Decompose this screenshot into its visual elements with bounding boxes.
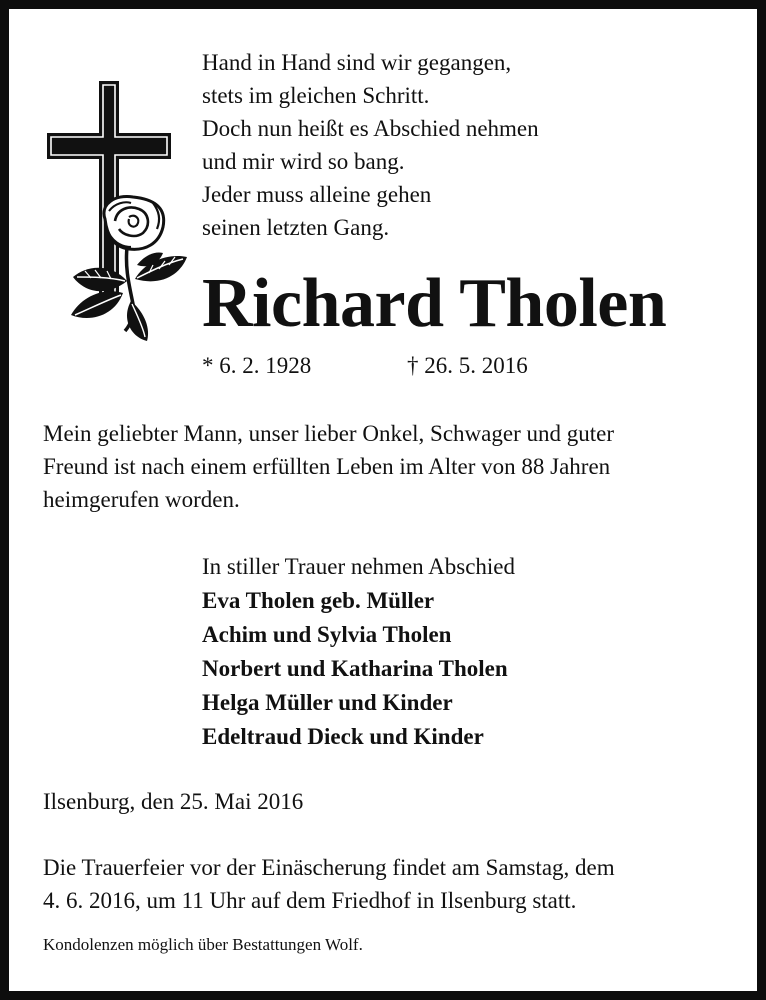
rose-icon bbox=[71, 196, 187, 341]
place-and-date: Ilsenburg, den 25. Mai 2016 bbox=[43, 789, 304, 814]
announcement-line: heimgerufen worden. bbox=[43, 487, 240, 512]
poem-line: Jeder muss alleine gehen bbox=[202, 182, 432, 207]
mourners-block bbox=[202, 550, 515, 754]
poem-line: Hand in Hand sind wir gegangen, bbox=[202, 50, 512, 75]
poem-line: und mir wird so bang. bbox=[202, 149, 405, 174]
condolences-note: Kondolenzen möglich über Bestattungen Wolf. bbox=[43, 935, 363, 954]
mourner-name: Helga Müller und Kinder bbox=[202, 690, 453, 715]
announcement-line: Freund ist nach einem erfüllten Leben im Alter von 88 Jahren bbox=[43, 454, 611, 479]
deceased-name: Richard Tholen bbox=[202, 265, 667, 342]
mourner-name: Eva Tholen geb. Müller bbox=[202, 588, 435, 613]
poem bbox=[202, 46, 539, 244]
mourner-name: Edeltraud Dieck und Kinder bbox=[202, 724, 484, 749]
life-dates bbox=[202, 350, 528, 382]
cross-and-rose-emblem bbox=[45, 79, 190, 344]
birth-date: * 6. 2. 1928 bbox=[202, 353, 312, 378]
funeral-service-text bbox=[43, 851, 615, 917]
death-date: † 26. 5. 2016 bbox=[407, 353, 528, 378]
mourner-name: Norbert und Katharina Tholen bbox=[202, 656, 508, 681]
service-line: Die Trauerfeier vor der Einäscherung findet am Samstag, dem bbox=[43, 855, 615, 880]
poem-line: stets im gleichen Schritt. bbox=[202, 83, 430, 108]
service-line: 4. 6. 2016, um 11 Uhr auf dem Friedhof in Ilsenburg statt. bbox=[43, 888, 577, 913]
poem-line: Doch nun heißt es Abschied nehmen bbox=[202, 116, 539, 141]
announcement-line: Mein geliebter Mann, unser lieber Onkel, Schwager und guter bbox=[43, 421, 614, 446]
mourners-lead: In stiller Trauer nehmen Abschied bbox=[202, 554, 516, 579]
announcement-text bbox=[43, 417, 753, 516]
poem-line: seinen letzten Gang. bbox=[202, 215, 390, 240]
mourner-name: Achim und Sylvia Tholen bbox=[202, 622, 452, 647]
